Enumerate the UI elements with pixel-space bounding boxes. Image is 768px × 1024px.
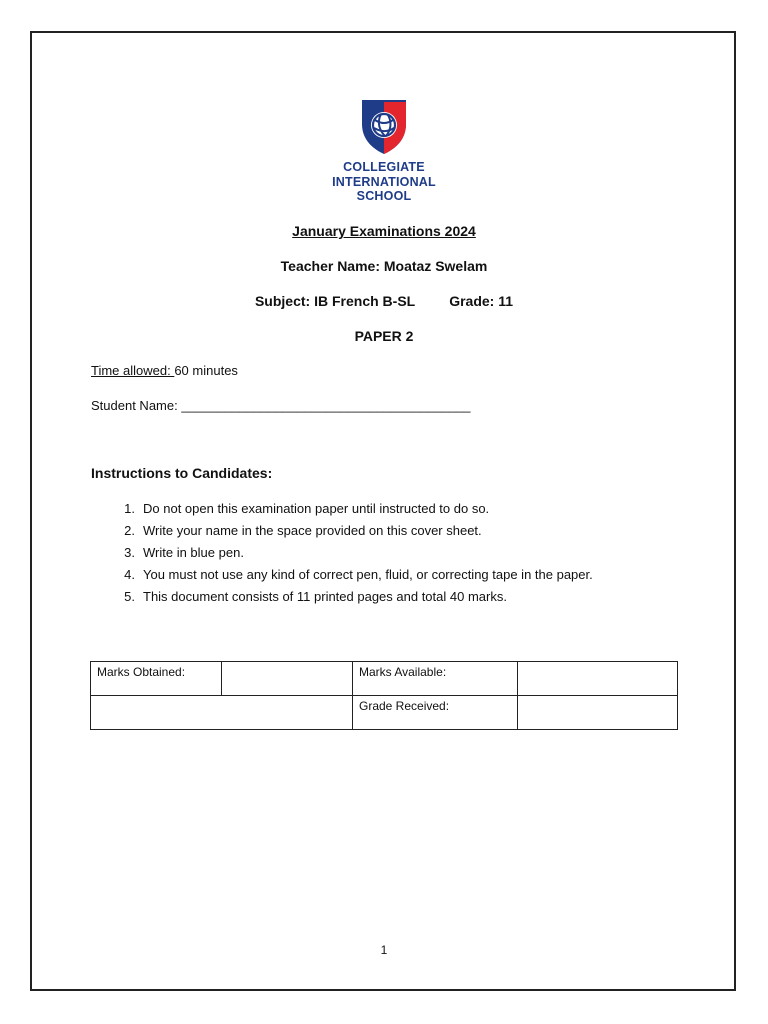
- page-number: 1: [380, 943, 388, 957]
- subject-grade-line: [0, 293, 768, 309]
- time-allowed: [91, 363, 238, 378]
- instructions-heading: Instructions to Candidates:: [91, 465, 273, 481]
- time-value: 60 minutes: [174, 363, 238, 378]
- marks-available-label: Marks Available:: [353, 662, 518, 696]
- grade-text: Grade: 11: [449, 293, 514, 309]
- school-logo: [0, 98, 768, 204]
- subject-text: Subject: IB French B-SL: [254, 293, 416, 309]
- student-name-label: Student Name:: [91, 398, 182, 413]
- instruction-item: 1. Do not open this examination paper until instructed to do so.: [124, 501, 490, 516]
- teacher-name: Teacher Name: Moataz Swelam: [280, 258, 488, 274]
- marks-obtained-label: Marks Obtained:: [91, 662, 222, 696]
- school-name-line3: SCHOOL: [356, 189, 412, 203]
- time-label: Time allowed:: [91, 363, 175, 378]
- school-name-line2: INTERNATIONAL: [332, 174, 436, 189]
- exam-title: January Examinations 2024: [292, 223, 476, 239]
- school-name-line1: COLLEGIATE: [343, 160, 425, 174]
- globe-shield-icon: [359, 98, 409, 156]
- blank-cell[interactable]: [91, 696, 353, 730]
- school-name: [0, 160, 768, 204]
- student-name-field[interactable]: ________________________________________: [181, 398, 471, 413]
- table-row: [91, 696, 678, 730]
- student-name-line: [91, 398, 471, 413]
- marks-available-cell[interactable]: [518, 662, 678, 696]
- instruction-item: 5. This document consists of 11 printed pages and total 40 marks.: [124, 589, 507, 604]
- instruction-item: 3. Write in blue pen.: [124, 545, 244, 560]
- marks-table: [90, 661, 678, 730]
- marks-obtained-cell[interactable]: [222, 662, 353, 696]
- instruction-item: 4. You must not use any kind of correct pen, fluid, or correcting tape in the paper.: [124, 567, 593, 582]
- table-row: [91, 662, 678, 696]
- instruction-item: 2. Write your name in the space provided on this cover sheet.: [124, 523, 482, 538]
- paper-number: PAPER 2: [354, 328, 414, 344]
- grade-received-cell[interactable]: [518, 696, 678, 730]
- grade-received-label: Grade Received:: [353, 696, 518, 730]
- instructions-list: [91, 500, 593, 610]
